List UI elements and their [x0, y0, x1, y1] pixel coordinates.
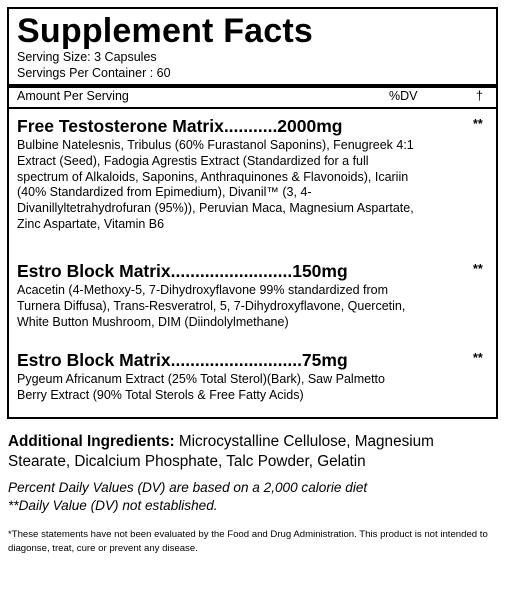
additional-ingredients-text: Microcystalline Cellulose, Magnesium Stearate, Dicalcium Phosphate, Talc Powder, Gelatin [8, 433, 434, 470]
blend-free-testosterone [17, 115, 488, 233]
dv-not-established-note: **Daily Value (DV) not established. [8, 497, 218, 513]
additional-ingredients-label: Additional Ingredients: [8, 433, 175, 450]
blend-name-amount: Estro Block Matrix.........................150mg [17, 261, 348, 281]
blend-estro-block-75 [17, 349, 488, 404]
dv-calorie-note: Percent Daily Values (DV) are based on a 2,000 calorie diet [8, 480, 368, 495]
dagger-column-header: † [476, 89, 483, 103]
blend-heading [17, 349, 488, 371]
panel-title: Supplement Facts [17, 12, 314, 50]
amount-header-row [17, 89, 488, 104]
supplement-facts-panel [7, 7, 498, 419]
blend-heading [17, 260, 488, 282]
daily-value-notes [8, 479, 498, 514]
blend-ingredients: Bulbine Natelesnis, Tribulus (60% Furastanol Saponins), Fenugreek 4:1 Extract (Seed), Fadogia Agrestis Extract (Standardized for a full spectrum of Alkaloids, Saponins, Anthraquinones & Flavonoids), Icariin (40% Standardized from Epimedium), Divanil™ (3, 4-Divanillyltetrahydrofuran (95%)), Peruvian Maca, Magnesium Aspartate, Zinc Aspartate, Vitamin B6 [17, 138, 414, 231]
servings-per-container: Servings Per Container : 60 [17, 66, 171, 80]
fda-disclaimer: *These statements have not been evaluated by the Food and Drug Administration. This product is not intended to diagonse, treat, cure or prevent any disease. [8, 529, 488, 554]
dv-column-header: %DV [389, 89, 418, 103]
blend-name-amount: Free Testosterone Matrix...........2000mg [17, 116, 343, 136]
blend-heading [17, 115, 488, 137]
blend-ingredients: Acacetin (4-Methoxy-5, 7-Dihydroxyflavone 99% standardized from Turnera Diffusa), Trans-Resveratrol, 5, 7-Dihydroxyflavone, Quercetin, White Button Mushroom, DIM (Diindolylmethane) [17, 283, 406, 329]
additional-ingredients [8, 432, 498, 471]
blend-estro-block-150 [17, 260, 488, 330]
divider-thick [9, 84, 496, 88]
blend-dv-value: ** [473, 262, 483, 276]
blend-name-amount: Estro Block Matrix...........................75mg [17, 350, 348, 370]
blend-dv-value: ** [473, 351, 483, 365]
serving-size: Serving Size: 3 Capsules [17, 50, 157, 64]
divider-thin [9, 107, 496, 109]
blend-dv-value: ** [473, 117, 483, 131]
amount-per-serving-label: Amount Per Serving [17, 89, 129, 103]
blend-ingredients: Pygeum Africanum Extract (25% Total Sterol)(Bark), Saw Palmetto Berry Extract (90% Total Sterols & Free Fatty Acids) [17, 372, 385, 402]
